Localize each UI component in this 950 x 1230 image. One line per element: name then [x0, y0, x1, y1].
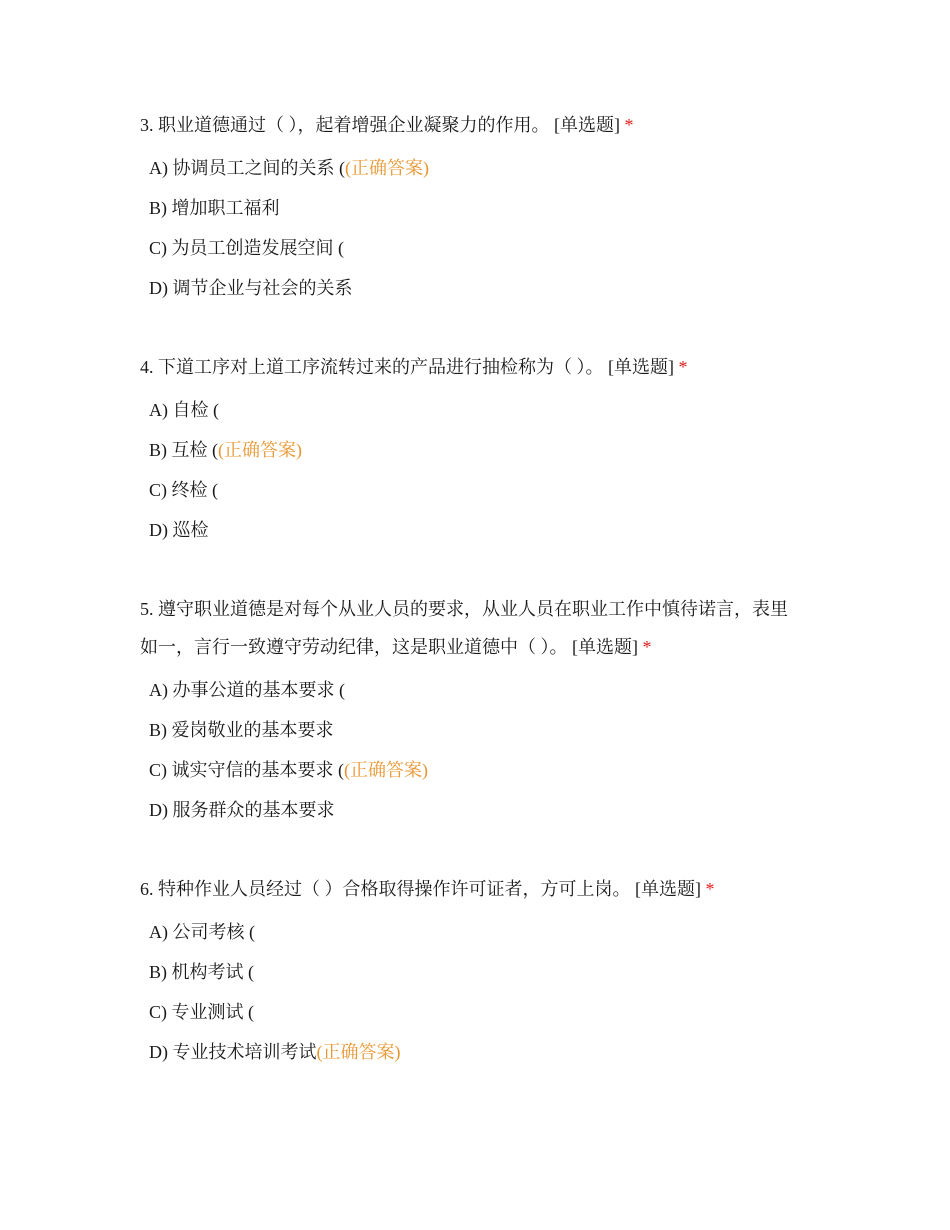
question-text: 6. 特种作业人员经过（ ）合格取得操作许可证者，方可上岗。 [140, 879, 631, 899]
question-6 [140, 870, 820, 1072]
question-text: 4. 下道工序对上道工序流转过来的产品进行抽检称为（ ）。 [140, 357, 604, 377]
option-d [140, 1032, 820, 1072]
required-mark: * [705, 879, 715, 899]
question-text: 3. 职业道德通过（ ），起着增强企业凝聚力的作用。 [140, 115, 550, 135]
option-a [140, 670, 820, 710]
option-text: B) 增加职工福利 [149, 198, 280, 218]
option-a [140, 912, 820, 952]
required-mark: * [678, 357, 688, 377]
option-text: A) 公司考核 ( [149, 922, 255, 942]
correct-answer-label: (正确答案) [345, 158, 429, 178]
option-c [140, 228, 820, 268]
option-a [140, 148, 820, 188]
option-c [140, 750, 820, 790]
option-text: B) 机构考试 ( [149, 962, 254, 982]
question-text-line-1: 5. 遵守职业道德是对每个从业人员的要求，从业人员在职业工作中慎待诺言，表里 [140, 599, 788, 619]
option-b [140, 710, 820, 750]
option-text: C) 专业测试 ( [149, 1002, 254, 1022]
option-d [140, 790, 820, 830]
question-type-tag: [单选题] [608, 357, 674, 377]
option-text: D) 专业技术培训考试 [149, 1042, 317, 1062]
question-title [140, 348, 820, 386]
question-type-tag: [单选题] [572, 637, 638, 657]
option-a [140, 390, 820, 430]
option-text: B) 爱岗敬业的基本要求 [149, 720, 334, 740]
option-b [140, 952, 820, 992]
option-text: D) 调节企业与社会的关系 [149, 278, 353, 298]
option-text: B) 互检 ( [149, 440, 218, 460]
option-text: D) 服务群众的基本要求 [149, 800, 335, 820]
question-title [140, 106, 820, 144]
option-text: C) 诚实守信的基本要求 ( [149, 760, 344, 780]
required-mark: * [642, 637, 652, 657]
option-text: A) 自检 ( [149, 400, 219, 420]
correct-answer-label: (正确答案) [218, 440, 302, 460]
correct-answer-label: (正确答案) [344, 760, 428, 780]
option-c [140, 470, 820, 510]
option-d [140, 268, 820, 308]
question-5 [140, 590, 820, 830]
option-b [140, 188, 820, 228]
option-text: D) 巡检 [149, 520, 209, 540]
question-text-line-2: 如一，言行一致遵守劳动纪律，这是职业道德中（ ）。 [140, 637, 568, 657]
option-c [140, 992, 820, 1032]
question-title [140, 870, 820, 908]
question-4 [140, 348, 820, 550]
option-text: C) 终检 ( [149, 480, 218, 500]
option-text: A) 办事公道的基本要求 ( [149, 680, 345, 700]
question-type-tag: [单选题] [635, 879, 701, 899]
question-type-tag: [单选题] [554, 115, 620, 135]
question-title [140, 590, 820, 666]
option-d [140, 510, 820, 550]
option-b [140, 430, 820, 470]
option-text: A) 协调员工之间的关系 ( [149, 158, 345, 178]
question-3 [140, 106, 820, 308]
option-text: C) 为员工创造发展空间 ( [149, 238, 344, 258]
required-mark: * [624, 115, 634, 135]
correct-answer-label: (正确答案) [316, 1042, 401, 1062]
